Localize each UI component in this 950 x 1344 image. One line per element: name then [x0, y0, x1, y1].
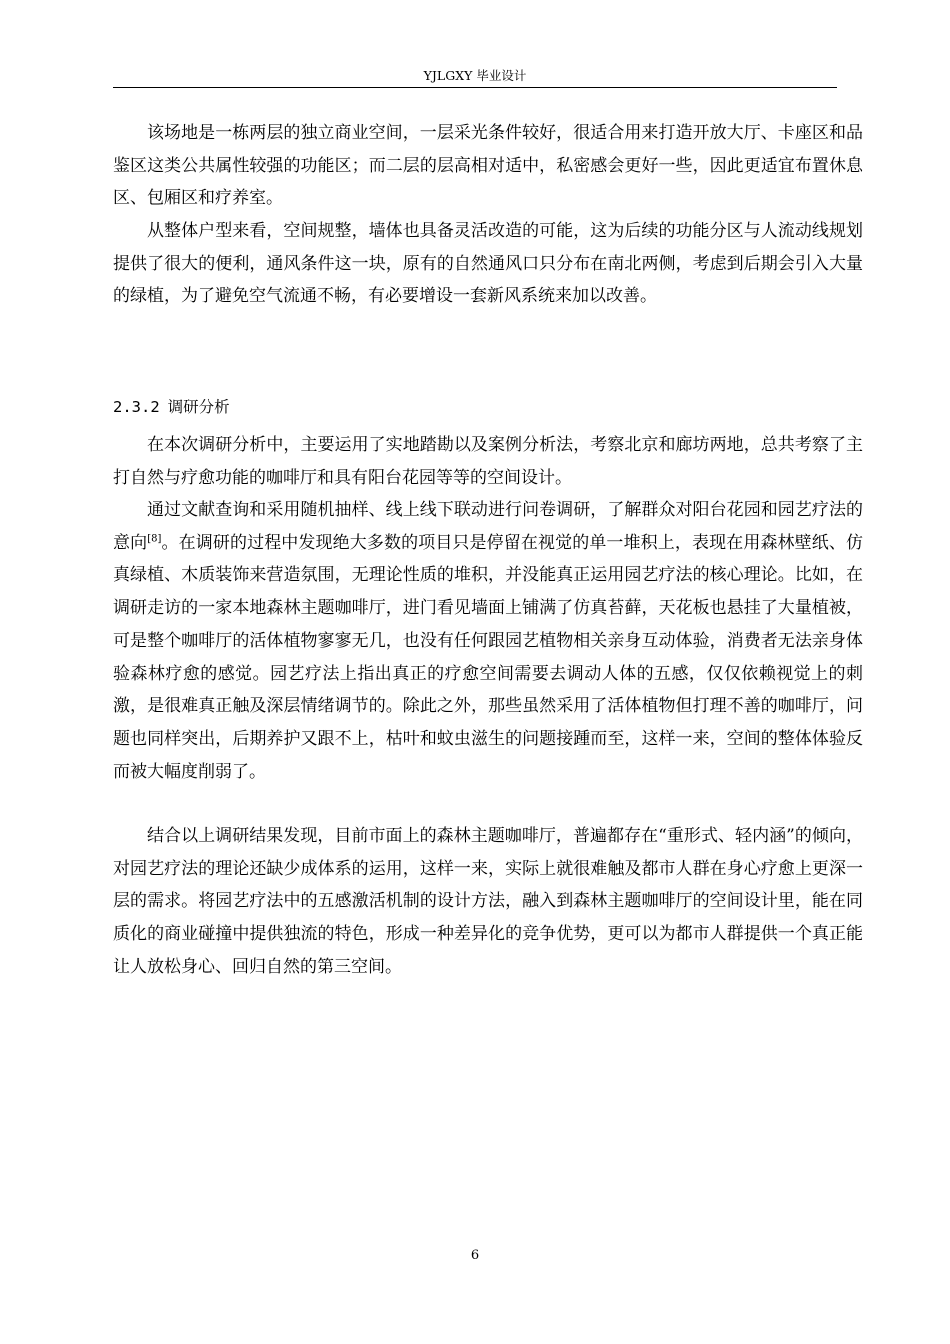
- body-paragraph: 结合以上调研结果发现，目前市面上的森林主题咖啡厅，普遍都存在“重形式、轻内涵”的倾向，对园艺疗法的理论还缺少成体系的运用，这样一来，实际上就很难触及都市人群在身心疗愈上更深一层的需求。将园艺疗法中的五感激活机制的设计方法，融入到森林主题咖啡厅的空间设计里，能在同质化的商业碰撞中提供独流的特色，形成一种差异化的竞争优势，更可以为都市人群提供一个真正能让人放松身心、回归自然的第三空间。: [113, 826, 863, 977]
- section-title: 调研分析: [167, 398, 230, 416]
- section-heading: [113, 396, 230, 418]
- page-header: [113, 60, 837, 88]
- page-number: 6: [470, 1248, 480, 1263]
- citation-reference: [8]: [147, 533, 162, 545]
- body-paragraph: 在本次调研分析中，主要运用了实地踏勘以及案例分析法，考察北京和廊坊两地，总共考察了主打自然与疗愈功能的咖啡厅和具有阳台花园等等的空间设计。: [113, 435, 863, 488]
- body-paragraph: [113, 494, 863, 788]
- paragraph-text: 。在调研的过程中发现绝大多数的项目只是停留在视觉的单一堆积上，表现在用森林壁纸、仿真绿植、木质装饰来营造氛围，无理论性质的堆积，并没能真正运用园艺疗法的核心理论。比如，在调研走访的一家本地森林主题咖啡厅，进门看见墙面上铺满了仿真苔藓，天花板也悬挂了大量植被，可是整个咖啡厅的活体植物寥寥无几，也没有任何跟园艺植物相关亲身互动体验，消费者无法亲身体验森林疗愈的感觉。园艺疗法上指出真正的疗愈空间需要去调动人体的五感，仅仅依赖视觉上的刺激，是很难真正触及深层情绪调节的。除此之外，那些虽然采用了活体植物但打理不善的咖啡厅，问题也同样突出，后期养护又跟不上，枯叶和蚊虫滋生的问题接踵而至，这样一来，空间的整体体验反而被大幅度削弱了。: [113, 532, 864, 782]
- section-number: 2.3.2: [113, 398, 160, 416]
- paragraph-text: 通过文献查询和采用随机抽样、线上线下联动进行问卷调研，了解群众对阳台花园和园艺疗法的意向: [113, 500, 863, 553]
- body-paragraph: 该场地是一栋两层的独立商业空间，一层采光条件较好，很适合用来打造开放大厅、卡座区和品鉴区这类公共属性较强的功能区；而二层的层高相对适中，私密感会更好一些，因此更适宜布置休息区、包厢区和疗养室。: [113, 123, 863, 209]
- body-paragraph: 从整体户型来看，空间规整，墙体也具备灵活改造的可能，这为后续的功能分区与人流动线规划提供了很大的便利，通风条件这一块，原有的自然通风口只分布在南北两侧，考虑到后期会引入大量的绿植，为了避免空气流通不畅，有必要增设一套新风系统来加以改善。: [113, 221, 863, 307]
- header-title: YJLGXY 毕业设计: [423, 68, 527, 83]
